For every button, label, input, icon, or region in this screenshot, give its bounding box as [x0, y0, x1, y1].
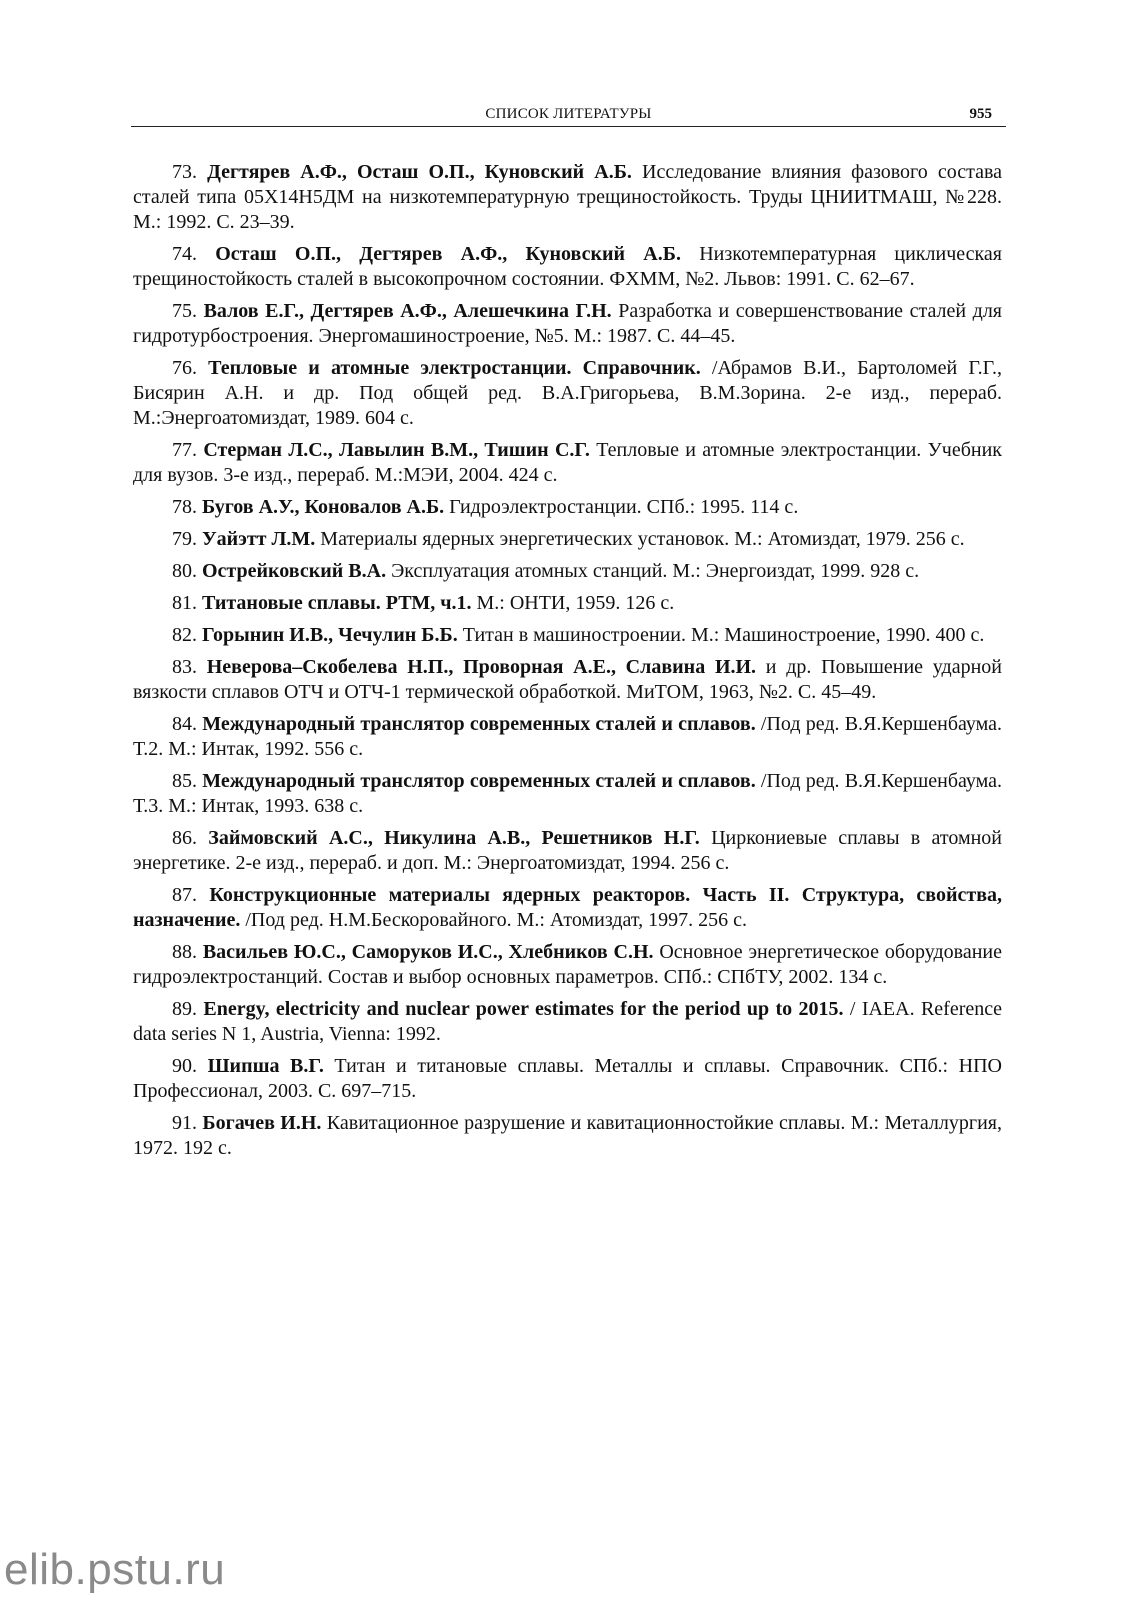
reference-authors: Богачев И.Н.	[202, 1112, 322, 1134]
reference-item	[133, 769, 1002, 819]
reference-authors: Острейковский В.А.	[202, 560, 387, 582]
reference-details: Гидроэлектростанции. СПб.: 1995. 114 с.	[444, 496, 799, 518]
reference-item	[133, 299, 1002, 349]
reference-authors: Васильев Ю.С., Саморуков И.С., Хлебников С.Н.	[202, 941, 654, 963]
reference-details: М.: ОНТИ, 1959. 126 с.	[471, 592, 675, 614]
reference-item	[133, 883, 1002, 933]
reference-number: 90.	[172, 1055, 197, 1077]
reference-list	[133, 160, 1002, 1168]
reference-details: Тепловые и атомные электростанции. Учебник для вузов. 3-е изд., перераб. М.:МЭИ, 2004. 424 с.	[133, 439, 1002, 486]
header-title: СПИСОК ЛИТЕРАТУРЫ	[485, 106, 652, 122]
reference-authors: Стерман Л.С., Лавылин В.М., Тишин С.Г.	[203, 439, 590, 461]
reference-authors: Международный транслятор современных сталей и сплавов.	[202, 770, 756, 792]
reference-number: 89.	[172, 998, 197, 1020]
reference-details: и др. Повышение ударной вязкости сплавов ОТЧ и ОТЧ-1 термической обработкой. МиТОМ, 1963, №2. С. 45–49.	[133, 656, 1003, 703]
reference-item	[133, 655, 1002, 705]
reference-number: 83.	[172, 656, 197, 678]
reference-number: 91.	[172, 1112, 197, 1134]
reference-number: 78.	[172, 496, 197, 518]
reference-authors: Дегтярев А.Ф., Осташ О.П., Куновский А.Б.	[207, 161, 632, 183]
reference-item	[133, 1054, 1002, 1104]
reference-details: Кавитационное разрушение и кавитационностойкие сплавы. М.: Металлургия, 1972. 192 с.	[133, 1112, 1003, 1159]
reference-item	[133, 712, 1002, 762]
reference-details: Основное энергетическое оборудование гидроэлектростанций. Состав и выбор основных параметров. СПб.: СПбТУ, 2002. 134 с.	[133, 941, 1003, 988]
reference-authors: Неверова–Скобелева Н.П., Проворная А.Е., Славина И.И.	[206, 656, 757, 678]
reference-item	[133, 1111, 1002, 1161]
reference-details: Материалы ядерных энергетических установок. М.: Атомиздат, 1979. 256 с.	[315, 528, 965, 550]
reference-authors: Конструкционные материалы ядерных реакторов. Часть II. Структура, свойства, назначение.	[133, 884, 1002, 931]
reference-authors: Горынин И.В., Чечулин Б.Б.	[202, 624, 458, 646]
reference-number: 74.	[172, 243, 197, 265]
reference-item	[133, 591, 1002, 616]
reference-item	[133, 559, 1002, 584]
site-watermark: elib.pstu.ru	[4, 1545, 226, 1594]
reference-number: 76.	[172, 357, 197, 379]
running-header	[131, 104, 1006, 127]
reference-authors: Титановые сплавы. РТМ, ч.1.	[202, 592, 472, 614]
reference-authors: Займовский А.С., Никулина А.В., Решетников Н.Г.	[208, 827, 700, 849]
reference-number: 73.	[172, 161, 197, 183]
reference-number: 79.	[172, 528, 197, 550]
reference-number: 86.	[172, 827, 197, 849]
reference-number: 85.	[172, 770, 197, 792]
reference-details: Титан в машиностроении. М.: Машиностроение, 1990. 400 с.	[457, 624, 985, 646]
reference-number: 82.	[172, 624, 197, 646]
reference-details: Эксплуатация атомных станций. М.: Энергоиздат, 1999. 928 с.	[386, 560, 920, 582]
reference-authors: Шипша В.Г.	[207, 1055, 324, 1077]
reference-item	[133, 997, 1002, 1047]
reference-details: Низкотемпературная циклическая трещиностойкость сталей в высокопрочном состоянии. ФХММ, №2. Львов: 1991. С. 62–67.	[133, 243, 1003, 290]
reference-authors: Валов Е.Г., Дегтярев А.Ф., Алешечкина Г.Н.	[203, 300, 612, 322]
page-number: 955	[969, 106, 992, 122]
reference-authors: Международный транслятор современных сталей и сплавов.	[202, 713, 756, 735]
reference-details: Исследование влияния фазового состава сталей типа 05Х14Н5ДМ на низкотемпературную трещиностойкость. Труды ЦНИИТМАШ, №228. М.: 1992. С. 23–39.	[133, 161, 1003, 233]
reference-details: /Под ред. В.Я.Кершенбаума. Т.3. М.: Интак, 1993. 638 с.	[133, 770, 1002, 817]
reference-item	[133, 527, 1002, 552]
reference-number: 84.	[172, 713, 197, 735]
reference-details: Циркониевые сплавы в атомной энергетике. 2-е изд., перераб. и доп. М.: Энергоатомиздат, 1994. 256 с.	[133, 827, 1003, 874]
reference-authors: Тепловые и атомные электростанции. Справочник.	[208, 357, 701, 379]
reference-item	[133, 242, 1002, 292]
reference-details: Разработка и совершенствование сталей для гидротурбостроения. Энергомашиностроение, №5. М.: 1987. С. 44–45.	[133, 300, 1003, 347]
reference-authors: Уайэтт Л.М.	[202, 528, 316, 550]
reference-item	[133, 623, 1002, 648]
reference-number: 75.	[172, 300, 197, 322]
reference-authors: Бугов А.У., Коновалов А.Б.	[202, 496, 445, 518]
reference-item	[133, 356, 1002, 431]
reference-details: /Под ред. В.Я.Кершенбаума. Т.2. М.: Интак, 1992. 556 с.	[133, 713, 1002, 760]
reference-number: 77.	[172, 439, 197, 461]
reference-details: /Под ред. Н.М.Бескоровайного. М.: Атомиздат, 1997. 256 с.	[240, 909, 748, 931]
reference-number: 80.	[172, 560, 197, 582]
reference-number: 81.	[172, 592, 197, 614]
reference-item	[133, 160, 1002, 235]
reference-number: 88.	[172, 941, 197, 963]
reference-number: 87.	[172, 884, 197, 906]
reference-item	[133, 438, 1002, 488]
reference-item	[133, 940, 1002, 990]
reference-authors: Energy, electricity and nuclear power estimates for the period up to 2015.	[203, 998, 844, 1020]
reference-details: / IAEA. Reference data series N 1, Austria, Vienna: 1992.	[133, 998, 1003, 1045]
reference-item	[133, 495, 1002, 520]
reference-details: Титан и титановые сплавы. Металлы и сплавы. Справочник. СПб.: НПО Профессионал, 2003. С. 697–715.	[133, 1055, 1002, 1102]
reference-authors: Осташ О.П., Дегтярев А.Ф., Куновский А.Б.	[215, 243, 681, 265]
reference-details: /Абрамов В.И., Бартоломей Г.Г., Бисярин А.Н. и др. Под общей ред. В.А.Григорьева, В.М.Зорина. 2-е изд., перераб. М.:Энергоатомиздат, 1989. 604 с.	[133, 357, 1002, 429]
reference-item	[133, 826, 1002, 876]
